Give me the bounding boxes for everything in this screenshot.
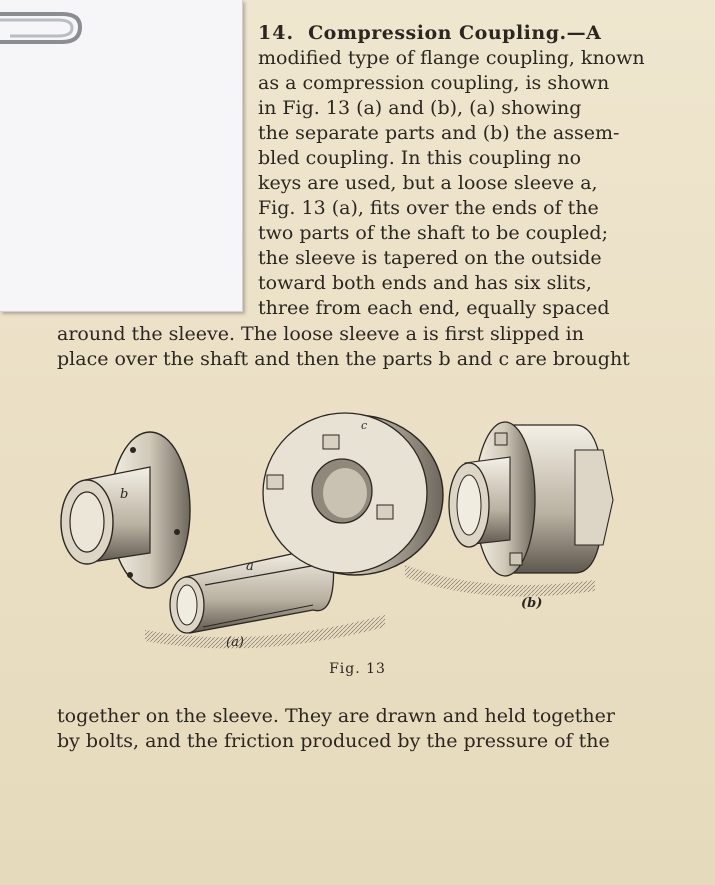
flange-part-b (61, 432, 190, 588)
paragraph-line: by bolts, and the friction produced by the pressure of the (57, 730, 610, 752)
paragraph-line: three from each end, equally spaced (258, 297, 610, 319)
paragraph-line: bled coupling. In this coupling no (258, 147, 582, 169)
paragraph-line: the sleeve is tapered on the outside (258, 247, 602, 269)
label-c: c (361, 419, 368, 432)
label-a: a (246, 559, 254, 574)
section-title: Compression Coupling.—A (308, 22, 602, 44)
section-heading (258, 21, 635, 45)
paragraph-line: around the sleeve. The loose sleeve a is first slipped in (57, 323, 584, 345)
paragraph-line: in Fig. 13 (a) and (b), (a) showing (258, 97, 582, 119)
paragraph-line: together on the sleeve. They are drawn and held together (57, 705, 615, 727)
paragraph-line: the separate parts and (b) the assem- (258, 122, 620, 144)
paper-clip-icon (0, 0, 90, 52)
assembled-coupling (449, 422, 613, 576)
paragraph-line: keys are used, but a loose sleeve a, (258, 172, 598, 194)
label-sub-a: (a) (226, 635, 244, 650)
paragraph-line: two parts of the shaft to be coupled; (258, 222, 608, 244)
label-sub-b: (b) (521, 596, 543, 611)
section-number: 14. (258, 22, 295, 44)
paragraph-line: Fig. 13 (a), fits over the ends of the (258, 197, 599, 219)
paragraph-line: as a compression coupling, is shown (258, 72, 610, 94)
flange-part-c (263, 413, 443, 575)
figure-caption: Fig. 13 (329, 661, 386, 677)
paragraph-line: modified type of flange coupling, known (258, 47, 645, 69)
label-b: b (120, 487, 129, 502)
paragraph-line: toward both ends and has six slits, (258, 272, 592, 294)
paragraph-line: place over the shaft and then the parts b and c are brought (57, 348, 630, 370)
coupling-illustration (55, 405, 635, 665)
